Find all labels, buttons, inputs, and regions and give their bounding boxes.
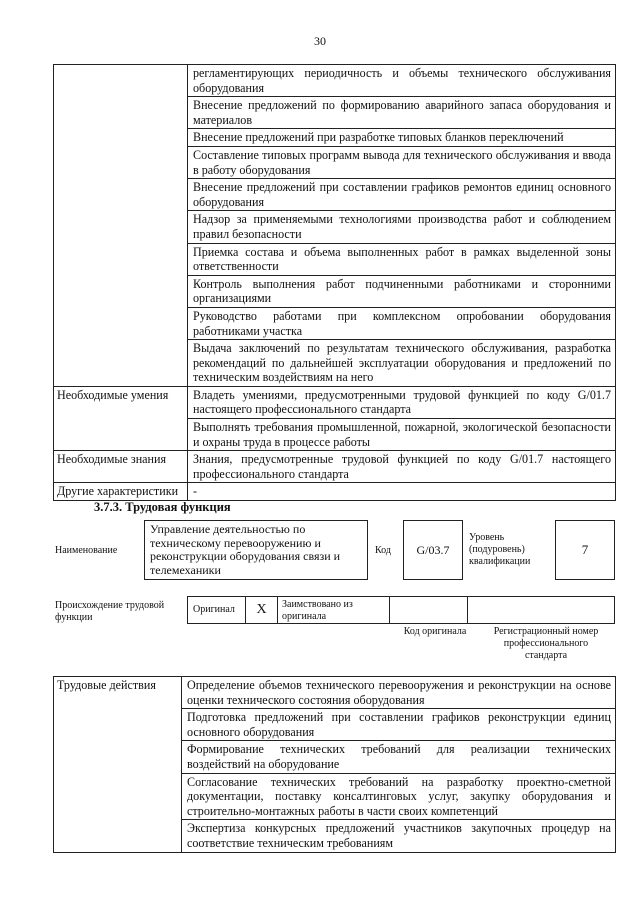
action-row: Формирование технических требований для реализации технических воздействий на оборудование: [182, 741, 616, 773]
original-label: Оригинал: [188, 597, 246, 623]
bottom-table: [53, 676, 616, 853]
original-code-cell: [390, 597, 468, 623]
original-mark: X: [246, 597, 278, 623]
code-caption: Код оригинала: [403, 626, 467, 637]
reg-caption: Регистрационный номер профессионального стандарта: [493, 626, 599, 661]
action-row: Определение объемов технического перевооружения и реконструкции на основе оценки технического состояния оборудования: [182, 677, 616, 709]
action-row: Внесение предложений при составлении графиков ремонтов единиц основного оборудования: [188, 179, 616, 211]
skill-row: Выполнять требования промышленной, пожарной, экологической безопасности и охраны труда в процессе работы: [188, 419, 616, 451]
action-row: Контроль выполнения работ подчиненными работниками и сторонними организациями: [188, 275, 616, 307]
function-name-box: Управление деятельностью по техническому перевооружению и реконструкции оборудования связи и телемеханики: [144, 520, 368, 580]
other-label: Другие характеристики: [54, 483, 188, 501]
section-heading: 3.7.3. Трудовая функция: [94, 500, 231, 514]
action-row: Выдача заключений по результатам технического обслуживания, разработка рекомендаций по дальнейшей эксплуатации оборудования и предложений по техническим воздействиям на него: [188, 340, 616, 387]
level-label: Уровень (подуровень) квалификации: [469, 532, 531, 567]
page-number: 30: [314, 34, 326, 48]
origin-label: Происхождение трудовой функции: [55, 600, 165, 623]
knowledge-label: Необходимые знания: [54, 451, 188, 483]
action-row: Согласование технических требований на разработку проектно-сметной документации, поставку консалтинговых услуг, закупку оборудования и строительно-монтажных работы в части своих компетенций: [182, 773, 616, 820]
action-row: регламентирующих периодичность и объемы технического обслуживания оборудования: [188, 65, 616, 97]
code-label: Код: [375, 545, 391, 556]
action-row: Внесение предложений при разработке типовых бланков переключений: [188, 129, 616, 147]
action-row: Подготовка предложений при составлении графиков реконструкции единиц основного оборудования: [182, 709, 616, 741]
origin-row: [187, 596, 615, 624]
actions-label: Трудовые действия: [54, 677, 182, 853]
knowledge-row: Знания, предусмотренные трудовой функцией по коду G/01.7 настоящего профессионального стандарта: [188, 451, 616, 483]
action-row: Составление типовых программ вывода для технического обслуживания и ввода в работу оборудования: [188, 146, 616, 178]
empty-label-cell: [54, 65, 188, 387]
name-label: Наименование: [55, 545, 118, 556]
action-row: Руководство работами при комплексном опробовании оборудования работниками участка: [188, 307, 616, 339]
action-row: Внесение предложений по формированию аварийного запаса оборудования и материалов: [188, 97, 616, 129]
top-table: [53, 64, 616, 501]
skills-label: Необходимые умения: [54, 386, 188, 450]
skill-row: Владеть умениями, предусмотренными трудовой функцией по коду G/01.7 настоящего профессионального стандарта: [188, 386, 616, 418]
function-code-box: G/03.7: [403, 520, 463, 580]
other-value: -: [188, 483, 616, 501]
action-row: Приемка состава и объема выполненных работ в рамках выделенной зоны ответственности: [188, 243, 616, 275]
qualification-level-box: 7: [555, 520, 615, 580]
action-row: Надзор за применяемыми технологиями производства работ и соблюдением правил безопасности: [188, 211, 616, 243]
borrowed-label: Заимствовано из оригинала: [278, 597, 390, 623]
action-row: Экспертиза конкурсных предложений участников закупочных процедур на соответствие техническим требованиям: [182, 820, 616, 852]
